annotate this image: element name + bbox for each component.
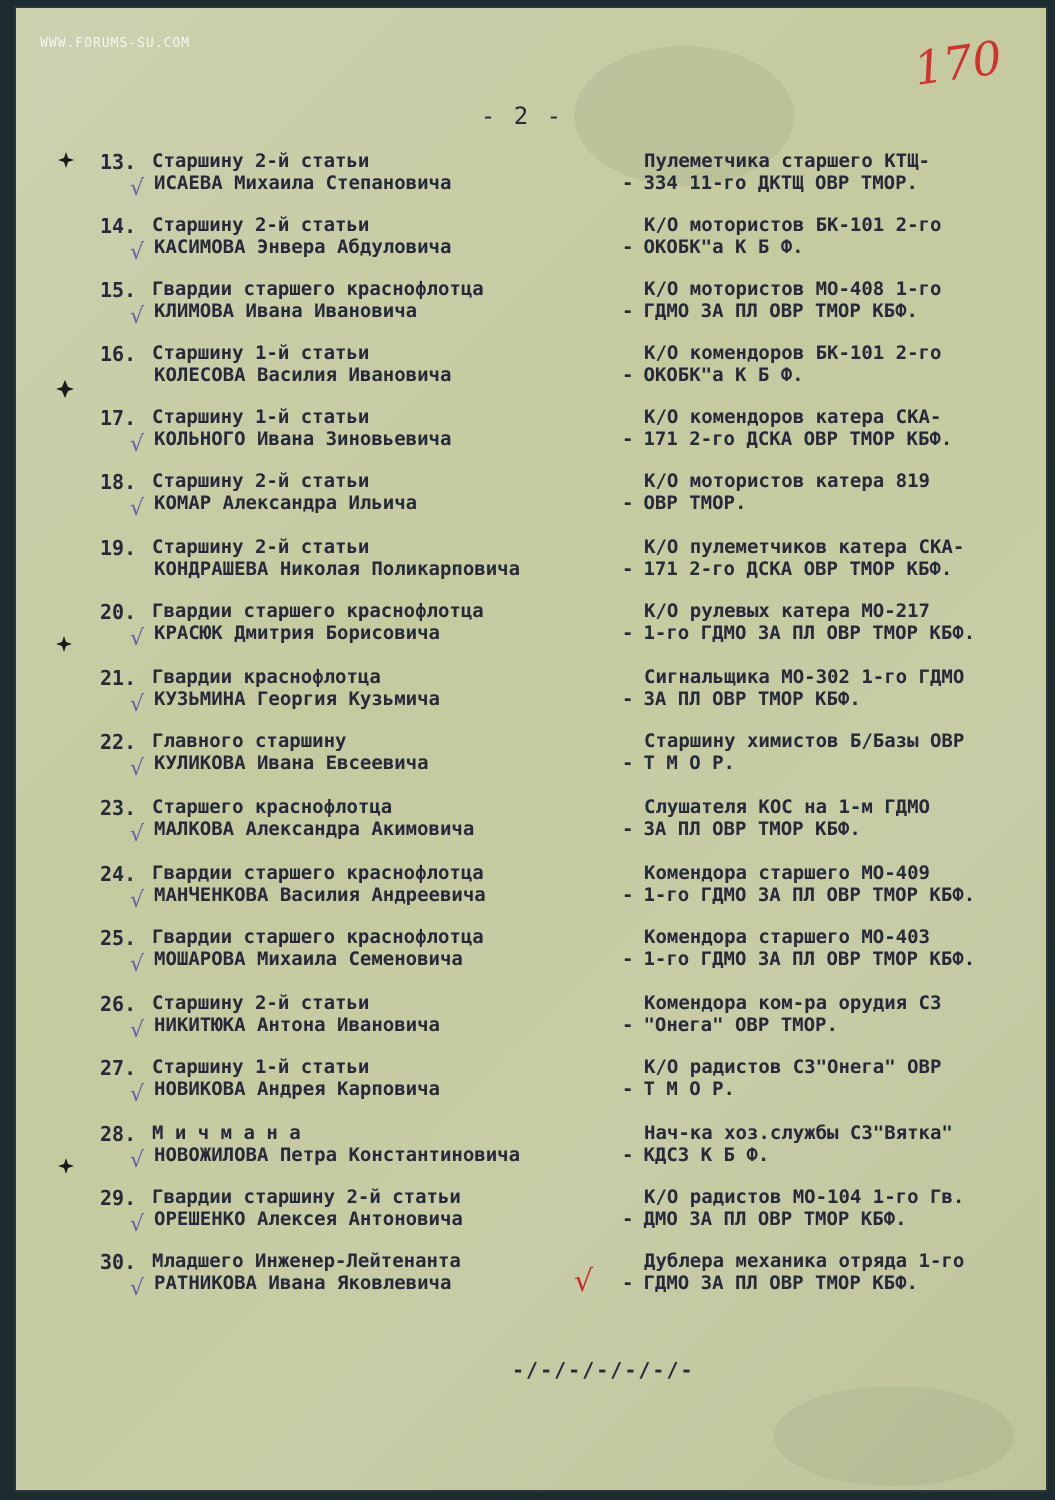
award-entry: [14, 862, 1048, 926]
check-mark-icon: √: [130, 1148, 145, 1173]
entry-name: КРАСЮК Дмитрия Борисовича: [154, 622, 440, 644]
entry-position-line1: К/О комендоров БК-101 2-го: [644, 342, 942, 364]
entry-position-line2: [622, 492, 746, 514]
entry-name: МАНЧЕНКОВА Василия Андреевича: [154, 884, 486, 906]
watermark: WWW.FORUMS-SU.COM: [40, 36, 191, 51]
award-entry: [14, 600, 1048, 664]
dash: -: [622, 752, 634, 774]
end-of-list-mark: -/-/-/-/-/-/-: [512, 1358, 695, 1382]
entry-rank: Гвардии старшего краснофлотца: [152, 926, 484, 948]
archive-page-number: 170: [910, 30, 1006, 96]
entry-number: 30.: [100, 1250, 137, 1274]
dash: -: [622, 364, 634, 386]
entry-position-line2: [622, 884, 975, 906]
dash: -: [622, 1014, 634, 1036]
page-number: - 2 -: [480, 102, 564, 130]
entry-position-line1: Комендора старшего МО-409: [644, 862, 930, 884]
entry-name: МОШАРОВА Михаила Семеновича: [154, 948, 463, 970]
dash: -: [622, 688, 634, 710]
entry-position-line1: Слушателя КОС на 1-м ГДМО: [644, 796, 930, 818]
entry-position-text: Т М О Р.: [643, 1078, 735, 1100]
entry-name: НОВИКОВА Андрея Карповича: [154, 1078, 440, 1100]
entry-position-text: 1-го ГДМО ЗА ПЛ ОВР ТМОР КБФ.: [643, 622, 976, 644]
entry-position-line1: Дублера механика отряда 1-го: [644, 1250, 965, 1272]
dash: -: [622, 492, 634, 514]
entry-position-line2: [622, 1272, 918, 1294]
entry-position-line1: К/О радистов СЗ"Онега" ОВР: [644, 1056, 942, 1078]
entry-name: КАСИМОВА Энвера Абдуловича: [154, 236, 452, 258]
entry-number: 25.: [100, 926, 137, 950]
entry-position-text: ГДМО ЗА ПЛ ОВР ТМОР КБФ.: [643, 1272, 918, 1294]
entry-position-text: КДСЗ К Б Ф.: [643, 1144, 770, 1166]
entry-number: 15.: [100, 278, 137, 302]
entry-position-line2: [622, 364, 804, 386]
award-entry: [14, 150, 1048, 214]
dash: -: [622, 884, 634, 906]
dash: -: [622, 948, 634, 970]
entry-rank: Старшину 2-й статьи: [152, 992, 370, 1014]
entry-position-line1: Старшину химистов Б/Базы ОВР: [644, 730, 965, 752]
entry-position-text: 1-го ГДМО ЗА ПЛ ОВР ТМОР КБФ.: [643, 884, 976, 906]
entry-number: 24.: [100, 862, 137, 886]
entry-rank: Гвардии старшего краснофлотца: [152, 862, 484, 884]
award-entry: [14, 278, 1048, 342]
entry-position-line1: К/О мотористов МО-408 1-го: [644, 278, 942, 300]
entry-rank: Старшину 1-й статьи: [152, 1056, 370, 1078]
award-entry: [14, 666, 1048, 730]
entry-name: РАТНИКОВА Ивана Яковлевича: [154, 1272, 452, 1294]
entry-name: КУЛИКОВА Ивана Евсеевича: [154, 752, 429, 774]
entry-name: КОЛЕСОВА Василия Ивановича: [154, 364, 452, 386]
entry-position-text: 334 11-го ДКТЩ ОВР ТМОР.: [643, 172, 918, 194]
award-entry: [14, 992, 1048, 1056]
entry-position-line1: Сигнальщика МО-302 1-го ГДМО: [644, 666, 965, 688]
check-mark-icon: √: [130, 822, 145, 847]
entry-name: КОНДРАШЕВА Николая Поликарповича: [154, 558, 521, 580]
entry-number: 18.: [100, 470, 137, 494]
entry-number: 23.: [100, 796, 137, 820]
check-mark-icon: √: [130, 692, 145, 717]
entry-position-line2: [622, 752, 735, 774]
dash: -: [622, 172, 634, 194]
entry-position-text: ОВР ТМОР.: [643, 492, 747, 514]
entry-number: 19.: [100, 536, 137, 560]
entry-position-line2: [622, 300, 918, 322]
entry-position-line2: [622, 236, 804, 258]
entry-position-line2: [622, 1014, 838, 1036]
entry-number: 27.: [100, 1056, 137, 1080]
entry-position-line1: Комендора ком-ра орудия СЗ: [644, 992, 942, 1014]
entry-position-text: ДМО ЗА ПЛ ОВР ТМОР КБФ.: [643, 1208, 907, 1230]
entry-position-line2: [622, 172, 918, 194]
entry-position-line1: К/О пулеметчиков катера СКА-: [644, 536, 965, 558]
entry-position-line1: Пулеметчика старшего КТЩ-: [644, 150, 930, 172]
entry-rank: Старшину 2-й статьи: [152, 470, 370, 492]
award-entry: [14, 1122, 1048, 1186]
check-mark-icon: √: [130, 756, 145, 781]
dash: -: [622, 428, 634, 450]
paper-stain: [774, 1386, 1014, 1486]
entry-name: КОМАР Александра Ильича: [154, 492, 418, 514]
entry-rank: М и ч м а н а: [152, 1122, 301, 1144]
entry-rank: Старшину 1-й статьи: [152, 342, 370, 364]
check-mark-icon: √: [130, 626, 145, 651]
entry-rank: Главного старшину: [152, 730, 347, 752]
award-entry: [14, 730, 1048, 794]
check-mark-icon: √: [130, 432, 145, 457]
entry-position-line2: [622, 1144, 769, 1166]
entry-position-line1: Нач-ка хоз.службы СЗ"Вятка": [644, 1122, 953, 1144]
entry-position-text: ЗА ПЛ ОВР ТМОР КБФ.: [643, 688, 861, 710]
entry-position-line1: К/О рулевых катера МО-217: [644, 600, 930, 622]
entry-number: 21.: [100, 666, 137, 690]
entry-number: 16.: [100, 342, 137, 366]
check-mark-icon: √: [130, 1082, 145, 1107]
dash: -: [622, 236, 634, 258]
entry-rank: Младшего Инженер-Лейтенанта: [152, 1250, 461, 1272]
entry-position-text: Т М О Р.: [643, 752, 735, 774]
check-mark-icon: √: [130, 952, 145, 977]
entry-number: 13.: [100, 150, 137, 174]
entry-position-text: ОКОБК"а К Б Ф.: [643, 236, 804, 258]
entry-number: 20.: [100, 600, 137, 624]
entry-rank: Гвардии старшего краснофлотца: [152, 600, 484, 622]
dash: -: [622, 622, 634, 644]
check-mark-icon: √: [130, 1018, 145, 1043]
entry-position-text: "Онега" ОВР ТМОР.: [643, 1014, 838, 1036]
entry-position-line1: К/О мотористов БК-101 2-го: [644, 214, 942, 236]
entry-name: ОРЕШЕНКО Алексея Антоновича: [154, 1208, 463, 1230]
entry-position-line2: [622, 688, 861, 710]
entry-position-line2: [622, 428, 952, 450]
entry-rank: Гвардии краснофлотца: [152, 666, 381, 688]
document-sheet: [14, 6, 1048, 1492]
entry-number: 22.: [100, 730, 137, 754]
entry-rank: Старшину 1-й статьи: [152, 406, 370, 428]
award-entry: [14, 1250, 1048, 1314]
award-entry: [14, 926, 1048, 990]
check-mark-icon: √: [130, 1276, 145, 1301]
entry-position-text: 171 2-го ДСКА ОВР ТМОР КБФ.: [643, 558, 953, 580]
dash: -: [622, 1208, 634, 1230]
award-entry: [14, 214, 1048, 278]
entry-position-line2: [622, 948, 975, 970]
entry-name: НОВОЖИЛОВА Петра Константиновича: [154, 1144, 521, 1166]
award-entry: [14, 536, 1048, 600]
entry-name: КУЗЬМИНА Георгия Кузьмича: [154, 688, 440, 710]
entry-name: МАЛКОВА Александра Акимовича: [154, 818, 475, 840]
dash: -: [622, 558, 634, 580]
red-check-mark-icon: √: [574, 1264, 594, 1299]
entry-position-line2: [622, 1078, 735, 1100]
entry-number: 29.: [100, 1186, 137, 1210]
award-entry: [14, 406, 1048, 470]
entry-name: ИСАЕВА Михаила Степановича: [154, 172, 452, 194]
entry-position-line2: [622, 818, 861, 840]
dash: -: [622, 1272, 634, 1294]
check-mark-icon: √: [130, 888, 145, 913]
entry-number: 26.: [100, 992, 137, 1016]
entry-rank: Гвардии старшего краснофлотца: [152, 278, 484, 300]
entry-number: 14.: [100, 214, 137, 238]
check-mark-icon: √: [130, 1212, 145, 1237]
entry-position-line2: [622, 558, 952, 580]
dash: -: [622, 1144, 634, 1166]
entry-position-line1: Комендора старшего МО-403: [644, 926, 930, 948]
award-entry: [14, 1186, 1048, 1250]
entry-rank: Старшину 2-й статьи: [152, 214, 370, 236]
entry-position-line1: К/О комендоров катера СКА-: [644, 406, 942, 428]
entry-position-text: 1-го ГДМО ЗА ПЛ ОВР ТМОР КБФ.: [643, 948, 976, 970]
dash: -: [622, 300, 634, 322]
check-mark-icon: √: [130, 496, 145, 521]
entry-name: КЛИМОВА Ивана Ивановича: [154, 300, 418, 322]
entry-rank: Гвардии старшину 2-й статьи: [152, 1186, 461, 1208]
dash: -: [622, 1078, 634, 1100]
entry-position-line2: [622, 622, 975, 644]
entry-name: КОЛЬНОГО Ивана Зиновьевича: [154, 428, 452, 450]
entry-position-text: ГДМО ЗА ПЛ ОВР ТМОР КБФ.: [643, 300, 918, 322]
check-mark-icon: √: [130, 176, 145, 201]
entry-position-line1: К/О мотористов катера 819: [644, 470, 930, 492]
award-entry: [14, 1056, 1048, 1120]
entry-number: 28.: [100, 1122, 137, 1146]
entry-position-text: 171 2-го ДСКА ОВР ТМОР КБФ.: [643, 428, 953, 450]
entry-position-line1: К/О радистов МО-104 1-го Гв.: [644, 1186, 965, 1208]
award-entry: [14, 470, 1048, 534]
award-entry: [14, 342, 1048, 406]
entry-rank: Старшину 2-й статьи: [152, 150, 370, 172]
award-entry: [14, 796, 1048, 860]
entry-rank: Старшего краснофлотца: [152, 796, 393, 818]
check-mark-icon: √: [130, 240, 145, 265]
entry-position-text: ОКОБК"а К Б Ф.: [643, 364, 804, 386]
entry-rank: Старшину 2-й статьи: [152, 536, 370, 558]
entry-position-line2: [622, 1208, 907, 1230]
check-mark-icon: √: [130, 304, 145, 329]
entry-number: 17.: [100, 406, 137, 430]
entry-position-text: ЗА ПЛ ОВР ТМОР КБФ.: [643, 818, 861, 840]
entry-name: НИКИТЮКА Антона Ивановича: [154, 1014, 440, 1036]
dash: -: [622, 818, 634, 840]
